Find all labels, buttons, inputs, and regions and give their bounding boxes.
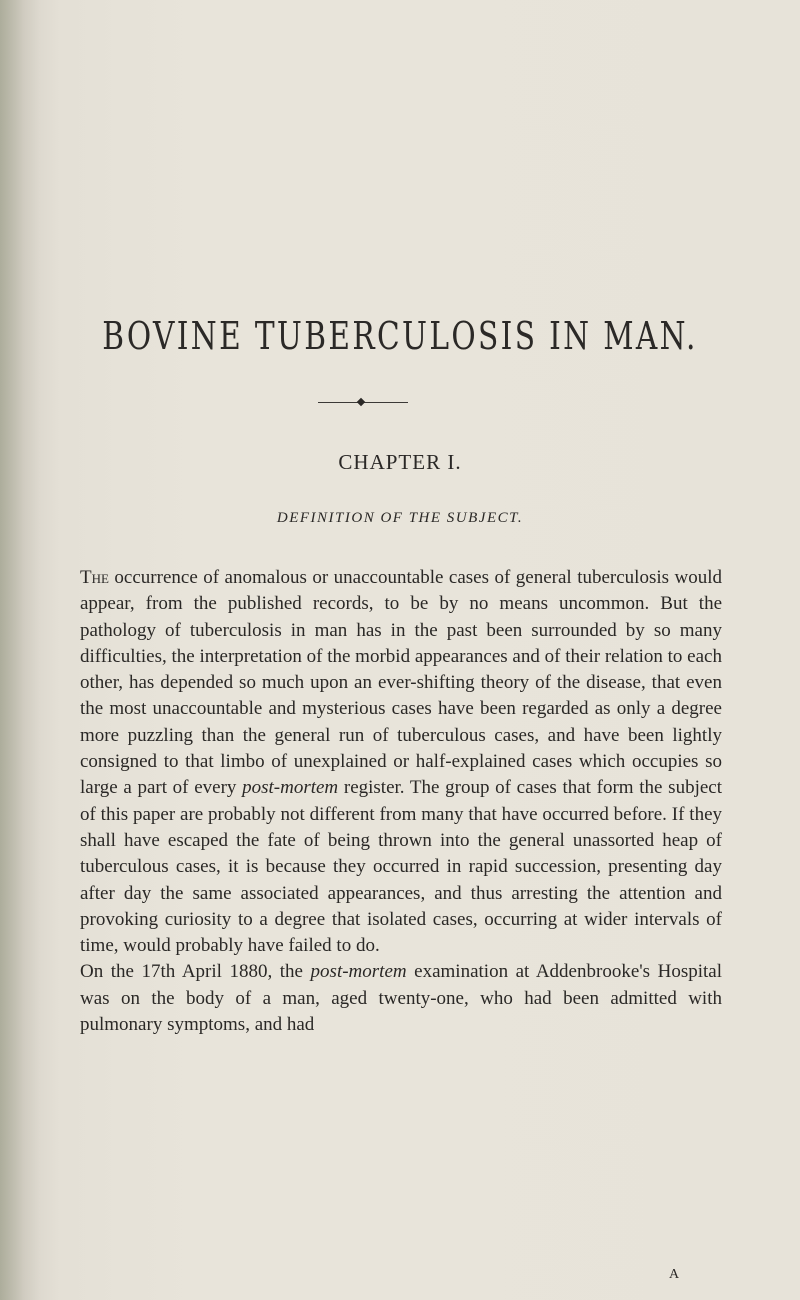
body-text	[80, 565, 722, 1038]
chapter-heading: CHAPTER I.	[338, 450, 462, 474]
ornament-diamond-icon	[357, 398, 365, 406]
paragraph-1-first-word: The	[80, 567, 109, 588]
chapter-subtitle: DEFINITION OF THE SUBJECT.	[276, 510, 524, 526]
paragraph-2-italic: post-mortem	[310, 961, 407, 983]
paragraph-1	[80, 565, 722, 959]
signature-mark: A	[669, 1267, 680, 1282]
paragraph-1-italic: post-mortem	[242, 777, 339, 799]
paragraph-2-text-before: On the 17th April 1880, the	[80, 961, 311, 983]
paragraph-2	[80, 959, 722, 1038]
ornament-rule	[318, 399, 408, 407]
paragraph-1-text: occurrence of anomalous or unaccountable cases of general tuberculosis would appear, from the published records, to be by no means uncommon. But the pathology of tuberculosis in man has in the past been surrounded by so many difficulties, the interpretation of the morbid appearances and of their relation to each other, has depended so much upon an ever-shifting theory of the disease, that even the most unaccountable and mysterious cases have been regarded as only a degree more puzzling than the general run of tuberculous cases, and have been lightly consigned to that limbo of unexplained or half-explained cases which occupies so large a part of every	[80, 567, 722, 799]
paragraph-1-text-after: register. The group of cases that form the subject of this paper are probably not different from many that have occurred before. If they shall have escaped the fate of being thrown into the general unassorted heap of tuberculous cases, it is because they occurred in rapid succession, presenting day after day the same associated appearances, and thus arresting the attention and provoking curiosity to a degree that isolated cases, occurring at wider intervals of time, would probably have failed to do.	[80, 777, 722, 957]
paragraph-2-text-after: examination at Addenbrooke's Hospital was on the body of a man, aged twenty-one, who had been admitted with pulmonary symptoms, and had	[80, 961, 723, 1036]
spine-shadow	[0, 0, 40, 1300]
book-title: BOVINE TUBERCULOSIS IN MAN.	[102, 314, 698, 358]
